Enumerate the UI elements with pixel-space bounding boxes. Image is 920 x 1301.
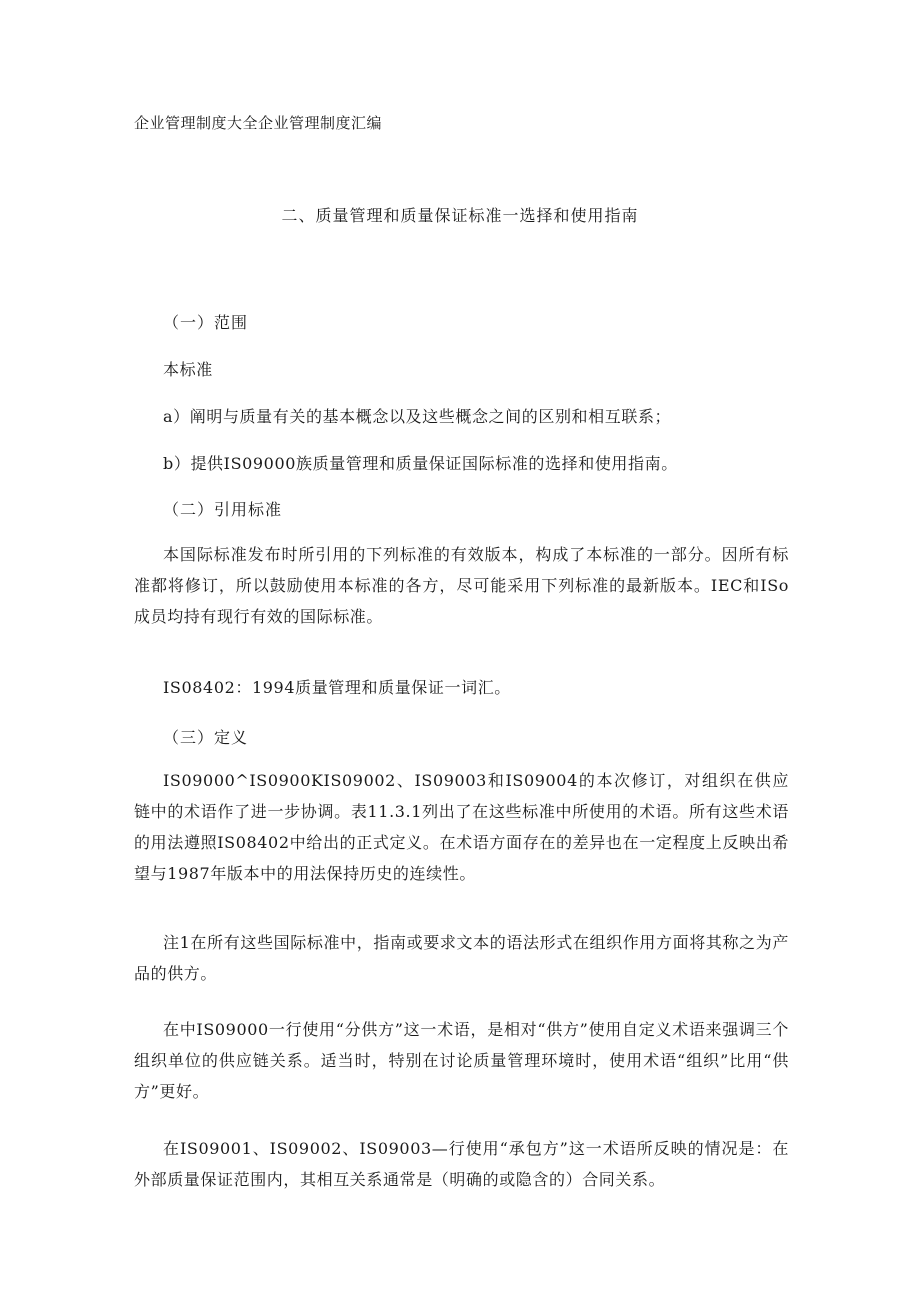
- document-title: 二、质量管理和质量保证标准一选择和使用指南: [281, 206, 639, 225]
- section-heading-scope: （一）范围: [163, 313, 249, 332]
- running-header: 企业管理制度大全企业管理制度汇编: [134, 114, 383, 132]
- subsupplier-paragraph: 在中IS09000一行使用“分供方”这一术语，是相对“供方”使用自定义术语来强调三个组织单位的供应链关系。适当时，特别在讨论质量管理环境时，使用术语“组织”比用“供方”更好。: [134, 1020, 789, 1101]
- scope-intro: 本标准: [163, 360, 213, 379]
- scope-item-b: b）提供IS09000族质量管理和质量保证国际标准的选择和使用指南。: [163, 454, 678, 473]
- note-1: 注1在所有这些国际标准中，指南或要求文本的语法形式在组织作用方面将其称之为产品的供方。: [134, 933, 789, 983]
- section-heading-references: （二）引用标准: [163, 500, 283, 519]
- scope-item-a: a）阐明与质量有关的基本概念以及这些概念之间的区别和相互联系；: [163, 407, 672, 426]
- references-paragraph: 本国际标准发布时所引用的下列标准的有效版本，构成了本标准的一部分。因所有标准都将修订，所以鼓励使用本标准的各方，尽可能采用下列标准的最新版本。IEC和ISo成员均持有现行有效的国际标准。: [134, 545, 789, 626]
- contractor-paragraph: 在IS09001、IS09002、IS09003—行使用“承包方”这一术语所反映的情况是：在外部质量保证范围内，其相互关系通常是（明确的或隐含的）合同关系。: [134, 1139, 789, 1189]
- reference-item: IS08402：1994质量管理和质量保证一词汇。: [163, 678, 511, 697]
- section-heading-definitions: （三）定义: [163, 728, 249, 747]
- definitions-paragraph: IS09000^IS0900KIS09002、IS09003和IS09004的本次修订，对组织在供应链中的术语作了进一步协调。表11.3.1列出了在这些标准中所使用的术语。所有这些术语的用法遵照IS08402中给出的正式定义。在术语方面存在的差异也在一定程度上反映出希望与1987年版本中的用法保持历史的连续性。: [134, 771, 789, 883]
